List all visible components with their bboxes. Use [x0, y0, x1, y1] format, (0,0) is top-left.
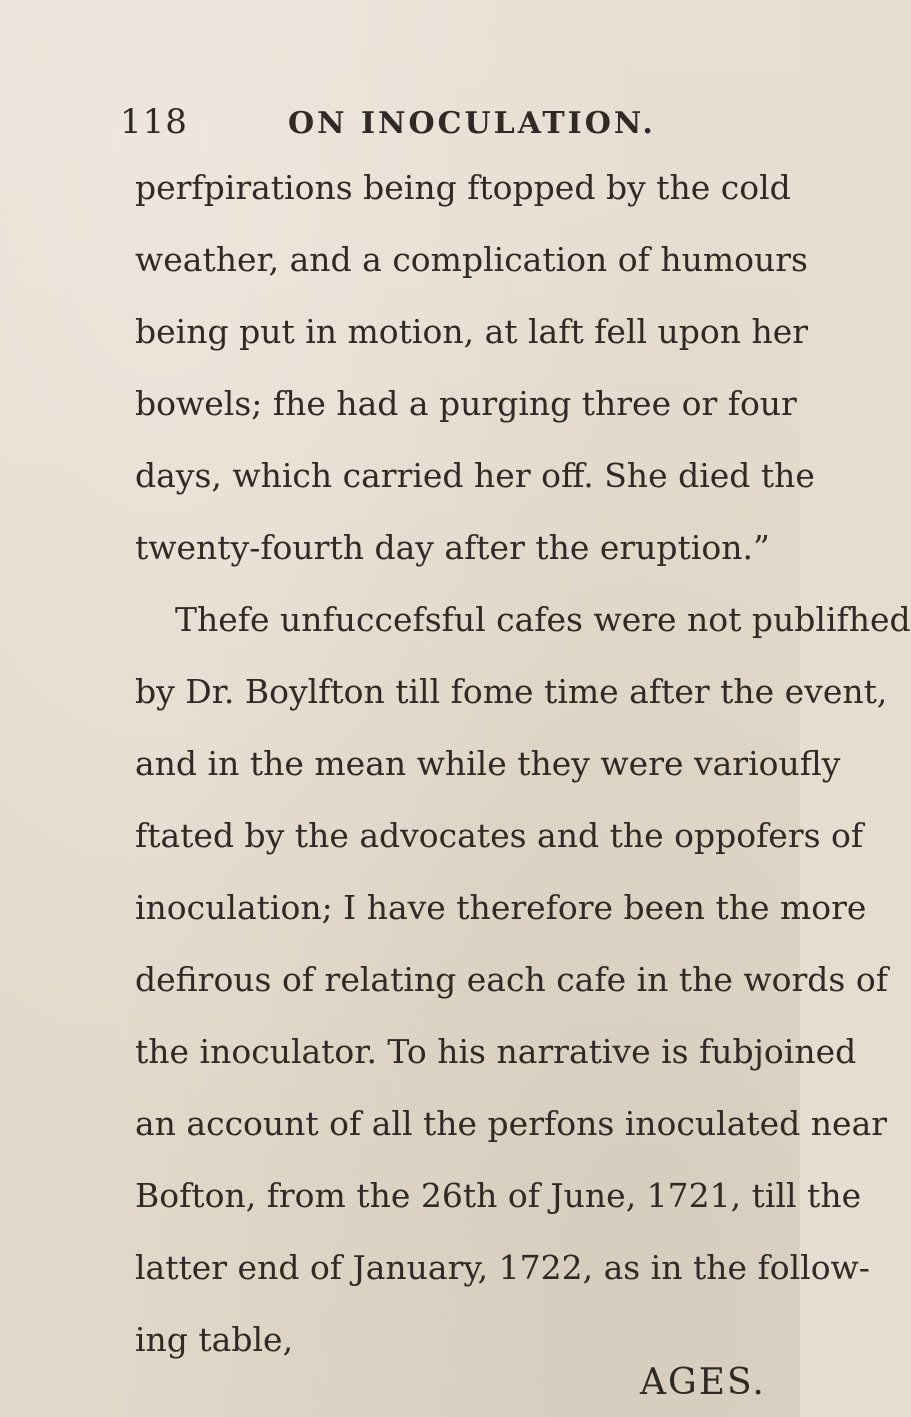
text-line-6: twenty-fourth day after the eruption.” [135, 528, 770, 567]
text-line-15: Bofton, from the 26th of June, 1721, till the [135, 1176, 862, 1215]
text-line-4: bowels; fhe had a purging three or four [135, 384, 797, 423]
text-line-14: an account of all the perfons inoculated near [135, 1104, 888, 1143]
text-line-5: days, which carried her off. She died the [135, 456, 815, 495]
text-line-7: Thefe unfuccefsful cafes were not publifhed [175, 600, 911, 639]
text-line-13: the inoculator. To his narrative is fubjoined [135, 1032, 857, 1071]
text-line-2: weather, and a complication of humours [135, 240, 808, 279]
text-line-17: ing table, [135, 1320, 294, 1359]
text-line-11: inoculation; I have therefore been the more [135, 888, 867, 927]
catchword: AGES. [640, 1362, 766, 1403]
text-line-8: by Dr. Boylfton till fome time after the event, [135, 672, 888, 711]
text-line-12: defirous of relating each cafe in the words of [135, 960, 888, 999]
page-number: 118 [120, 102, 188, 142]
text-line-1: perfpirations being ftopped by the cold [135, 168, 791, 207]
text-line-3: being put in motion, at laft fell upon her [135, 312, 809, 351]
running-head: ON INOCULATION. [288, 106, 656, 141]
text-line-10: ftated by the advocates and the oppofers of [135, 816, 864, 855]
page-header [120, 102, 720, 152]
text-line-9: and in the mean while they were varioufly [135, 744, 841, 783]
text-line-16: latter end of January, 1722, as in the follow- [135, 1248, 870, 1287]
